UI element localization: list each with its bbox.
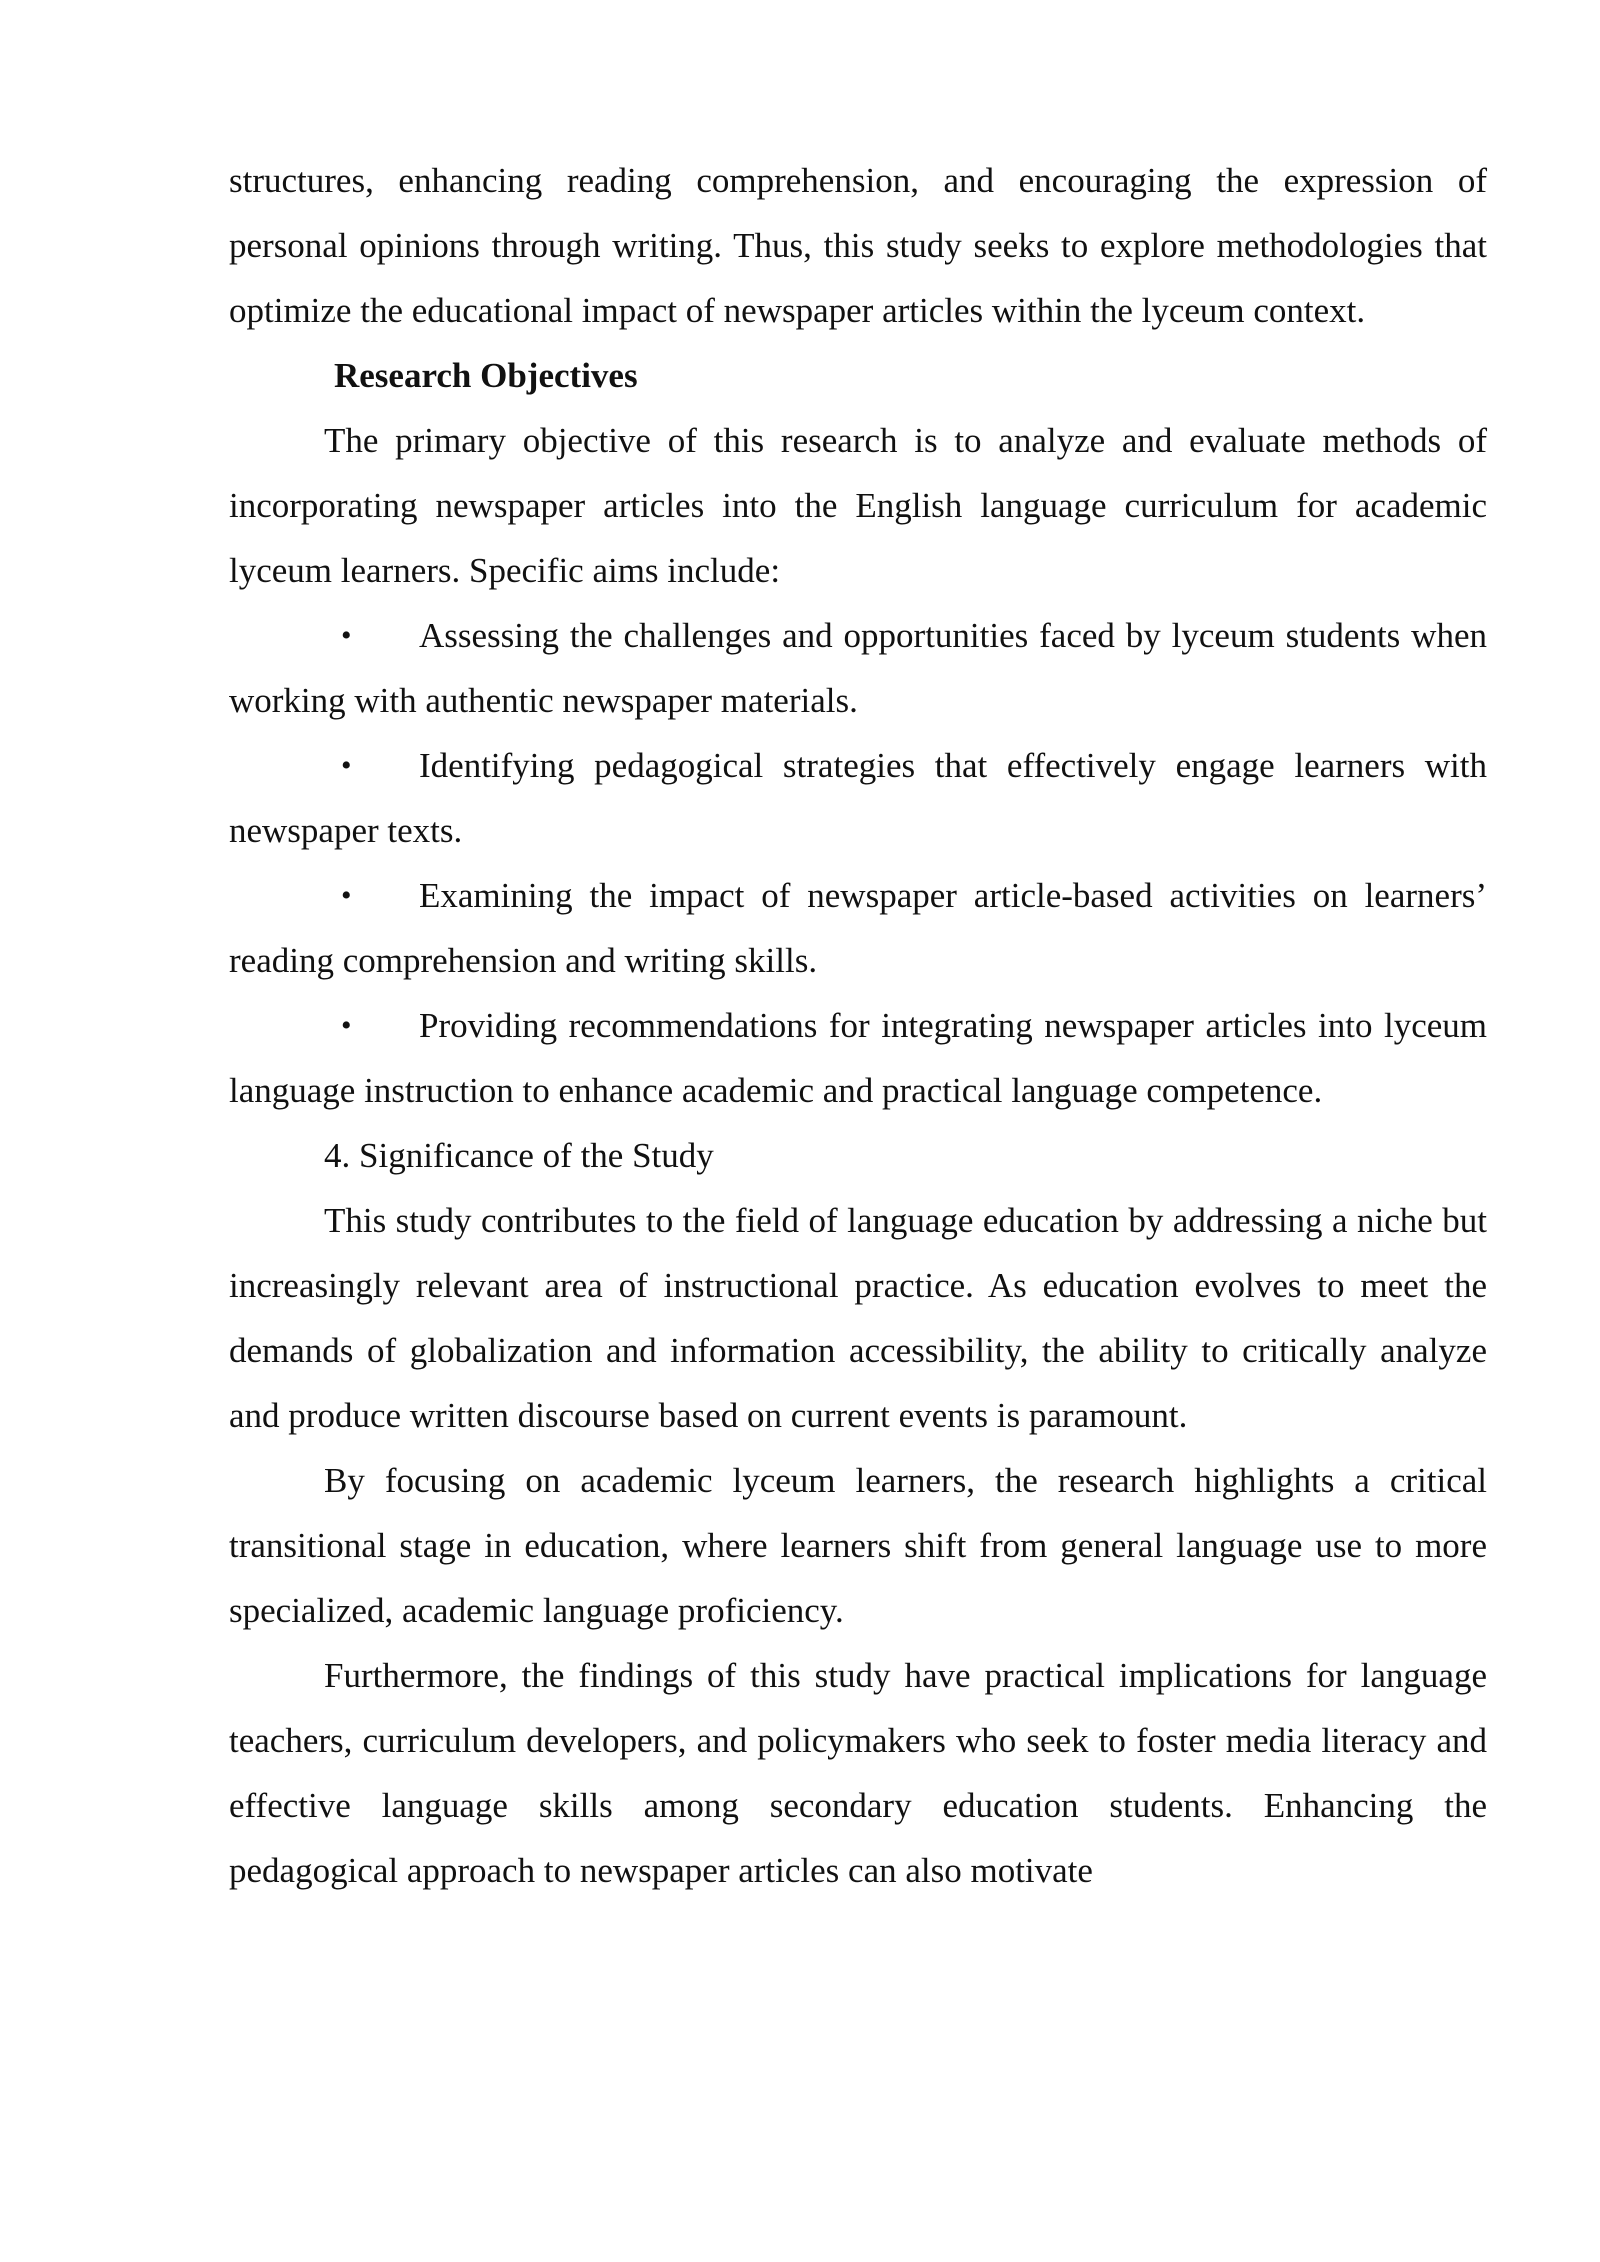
significance-paragraph-1: This study contributes to the field of language education by addressing a niche but increasingly relevant area of instructional practice. As education evolves to meet the demands of globalization and information accessibility, the ability to critically analyze and produce written discourse based on current events is paramount.: [229, 1201, 1487, 1435]
bullet-icon: •: [341, 619, 352, 652]
bullet-icon: •: [341, 879, 352, 912]
document-page: [229, 148, 1487, 1903]
intro-paragraph: structures, enhancing reading comprehension, and encouraging the expression of personal opinions through writing. Thus, this study seeks to explore methodologies that optimize the educational impact of newspaper articles within the lyceum context.: [229, 161, 1487, 330]
aim-text: Providing recommendations for integrating newspaper articles into lyceum language instruction to enhance academic and practical language competence.: [229, 1006, 1487, 1110]
significance-paragraph-2: By focusing on academic lyceum learners, the research highlights a critical transitional stage in education, where learners shift from general language use to more specialized, academic language proficiency.: [229, 1461, 1487, 1630]
research-objectives-heading: Research Objectives: [334, 356, 638, 395]
bullet-icon: •: [341, 1009, 352, 1042]
aim-item-3: [229, 863, 1487, 993]
significance-heading: 4. Significance of the Study: [324, 1136, 714, 1175]
aim-item-1: [229, 603, 1487, 733]
aim-text: Examining the impact of newspaper article-based activities on learners’ reading comprehension and writing skills.: [229, 876, 1487, 980]
aim-text: Identifying pedagogical strategies that effectively engage learners with newspaper texts.: [229, 746, 1487, 850]
aim-item-2: [229, 733, 1487, 863]
aim-text: Assessing the challenges and opportunities faced by lyceum students when working with authentic newspaper materials.: [229, 616, 1487, 720]
aim-item-4: [229, 993, 1487, 1123]
objectives-paragraph: The primary objective of this research is to analyze and evaluate methods of incorporating newspaper articles into the English language curriculum for academic lyceum learners. Specific aims include:: [229, 421, 1487, 590]
bullet-icon: •: [341, 749, 352, 782]
significance-paragraph-3: Furthermore, the findings of this study have practical implications for language teachers, curriculum developers, and policymakers who seek to foster media literacy and effective language skills among secondary education students. Enhancing the pedagogical approach to newspaper articles can also motivate: [229, 1656, 1487, 1890]
